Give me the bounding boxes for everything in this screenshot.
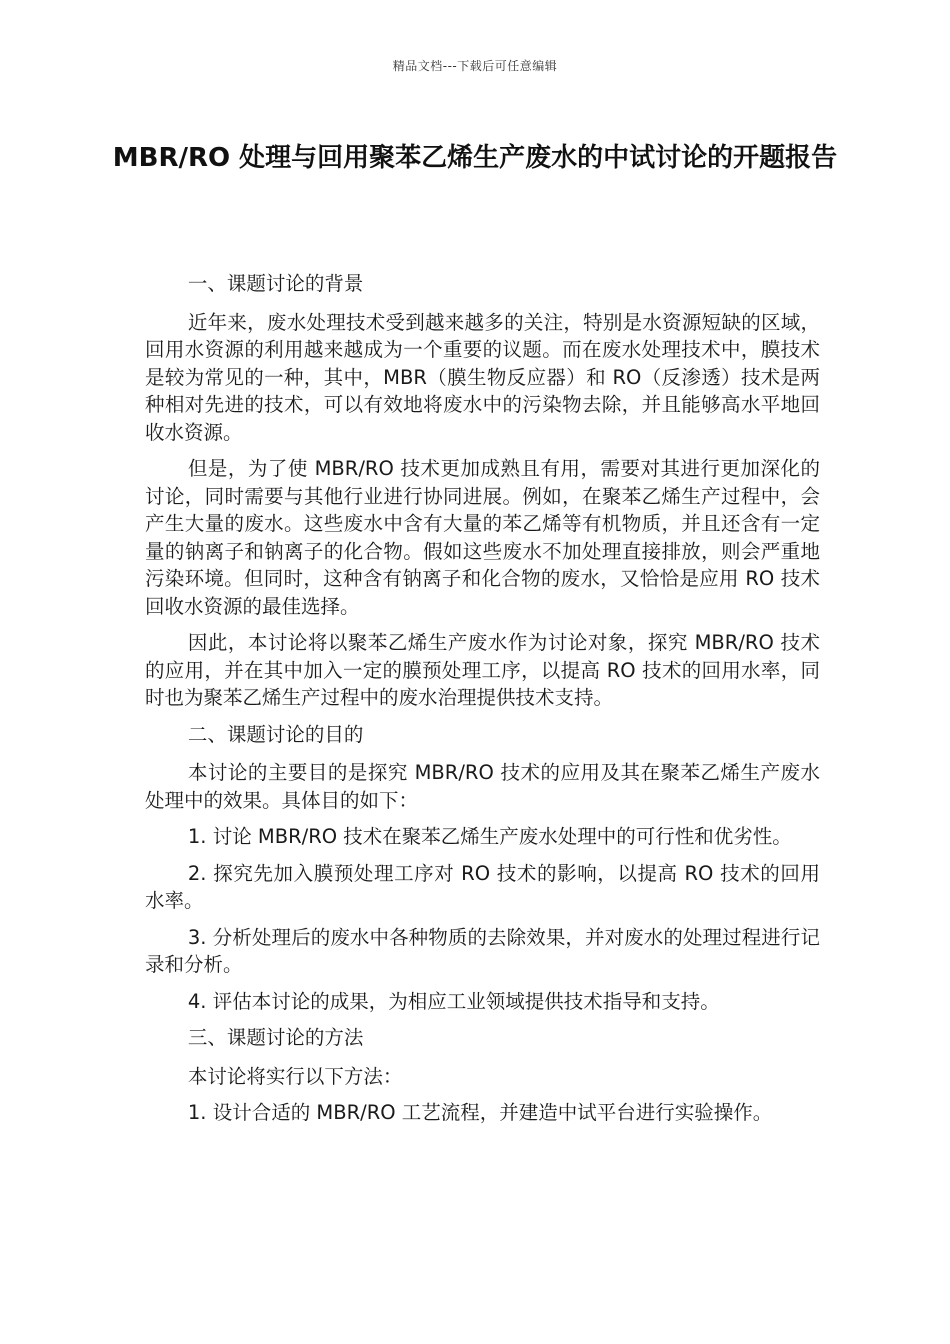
purpose-item-1: 1. 讨论 MBR/RO 技术在聚苯乙烯生产废水处理中的可行性和优劣性。 (187, 825, 792, 848)
page-header-note: 精品文档---下载后可任意编辑 (392, 59, 558, 73)
purpose-item-4: 4. 评估本讨论的成果，为相应工业领域提供技术指导和支持。 (187, 989, 720, 1013)
document-body (145, 270, 820, 1136)
method-item-1: 1. 设计合适的 MBR/RO 工艺流程，并建造中试平台进行实验操作。 (187, 1101, 773, 1124)
paragraph-background-3: 因此，本讨论将以聚苯乙烯生产废水作为讨论对象，探究 MBR/RO 技术的应用，并在其中加入一定的膜预处理工序，以提高 RO 技术的回用水率，同时也为聚苯乙烯生产过程中的废水治理提供技术支持。 (145, 631, 820, 709)
section-heading-purpose: 二、课题讨论的目的 (187, 722, 364, 746)
paragraph-method-intro: 本讨论将实行以下方法： (187, 1064, 403, 1088)
document-title: MBR/RO 处理与回用聚苯乙烯生产废水的中试讨论的开题报告 (112, 143, 838, 173)
purpose-item-3: 3. 分析处理后的废水中各种物质的去除效果，并对废水的处理过程进行记录和分析。 (145, 925, 820, 976)
section-heading-background: 一、课题讨论的背景 (187, 272, 364, 295)
section-heading-method: 三、课题讨论的方法 (187, 1026, 364, 1049)
paragraph-purpose-intro: 本讨论的主要目的是探究 MBR/RO 技术的应用及其在聚苯乙烯生产废水处理中的效果。具体目的如下： (145, 761, 820, 812)
paragraph-background-1: 近年来，废水处理技术受到越来越多的关注，特别是水资源短缺的区域，回用水资源的利用越来越成为一个重要的议题。而在废水处理技术中，膜技术是较为常见的一种，其中，MBR（膜生物反应器）和 RO（反渗透）技术是两种相对先进的技术，可以有效地将废水中的污染物去除，并且能够高水平地回收水资源。 (145, 310, 820, 444)
paragraph-background-2: 但是，为了使 MBR/RO 技术更加成熟且有用，需要对其进行更加深化的讨论，同时需要与其他行业进行协同进展。例如，在聚苯乙烯生产过程中，会产生大量的废水。这些废水中含有大量的苯乙烯等有机物质，并且还含有一定量的钠离子和钠离子的化合物。假如这些废水不加处理直接排放，则会严重地污染环境。但同时，这种含有钠离子和化合物的废水，又恰恰是应用 RO 技术回收水资源的最佳选择。 (145, 457, 820, 618)
purpose-item-2: 2. 探究先加入膜预处理工序对 RO 技术的影响，以提高 RO 技术的回用水率。 (145, 861, 820, 912)
